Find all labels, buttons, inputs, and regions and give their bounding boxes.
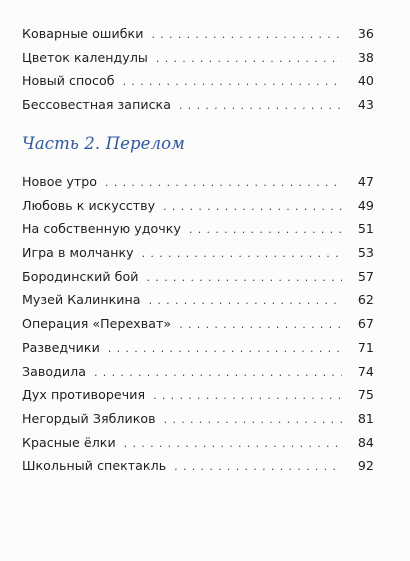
- toc-entry[interactable]: [22, 245, 374, 269]
- toc-entry-page: 40: [357, 73, 374, 89]
- toc-entry[interactable]: [22, 387, 374, 411]
- toc-entry-page: 62: [357, 292, 374, 308]
- toc-entry-title: Музей Калинкина: [22, 292, 141, 308]
- toc-entry-page: 67: [357, 316, 374, 332]
- toc-entry-title: Школьный спектакль: [22, 458, 167, 474]
- toc-list-part-2: [22, 174, 374, 482]
- dot-leader: [164, 413, 342, 426]
- dot-leader: [124, 437, 342, 450]
- toc-entry[interactable]: [22, 411, 374, 435]
- dot-leader: [174, 460, 342, 473]
- toc-entry[interactable]: [22, 364, 374, 388]
- toc-entry-title: Дух противоречия: [22, 387, 146, 403]
- toc-entry-page: 84: [357, 434, 374, 450]
- toc-list-part-1: [22, 26, 374, 121]
- part-heading: Часть 2. Перелом: [22, 134, 185, 153]
- toc-entry[interactable]: [22, 221, 374, 245]
- toc-entry-page: 43: [357, 97, 374, 113]
- toc-entry[interactable]: [22, 435, 374, 459]
- toc-entry-title: Любовь к искусству: [22, 197, 156, 213]
- toc-entry-page: 74: [357, 363, 374, 379]
- dot-leader: [153, 389, 342, 402]
- toc-entry[interactable]: [22, 198, 374, 222]
- dot-leader: [146, 271, 342, 284]
- toc-entry-title: Игра в молчанку: [22, 245, 134, 261]
- toc-entry[interactable]: [22, 50, 374, 74]
- dot-leader: [105, 176, 342, 189]
- toc-entry-page: 75: [357, 387, 374, 403]
- dot-leader: [123, 75, 342, 88]
- toc-entry-title: Операция «Перехват»: [22, 316, 172, 332]
- toc-entry[interactable]: [22, 97, 374, 121]
- toc-entry-page: 71: [357, 339, 374, 355]
- toc-entry-page: 92: [357, 458, 374, 474]
- toc-entry-page: 47: [357, 174, 374, 189]
- toc-entry-title: Заводила: [22, 363, 86, 379]
- toc-entry-title: Красные ёлки: [22, 434, 116, 450]
- toc-entry-page: 53: [357, 245, 374, 261]
- dot-leader: [142, 247, 342, 260]
- toc-entry[interactable]: [22, 26, 374, 50]
- toc-entry-page: 51: [357, 221, 374, 237]
- dot-leader: [156, 52, 342, 65]
- dot-leader: [151, 28, 342, 41]
- toc-entry-title: Новое утро: [22, 174, 98, 189]
- toc-entry-title: На собственную удочку: [22, 221, 181, 237]
- toc-entry-title: Негордый Зябликов: [22, 410, 156, 426]
- toc-entry-title: Бессовестная записка: [22, 97, 171, 113]
- toc-entry-title: Коварные ошибки: [22, 26, 144, 41]
- toc-entry[interactable]: [22, 73, 374, 97]
- toc-entry-page: 49: [357, 197, 374, 213]
- toc-entry-page: 38: [357, 49, 374, 65]
- dot-leader: [189, 223, 342, 236]
- toc-entry-title: Цветок календулы: [22, 49, 148, 65]
- toc-entry[interactable]: [22, 458, 374, 482]
- toc-entry-page: 81: [357, 410, 374, 426]
- toc-entry[interactable]: [22, 292, 374, 316]
- toc-entry[interactable]: [22, 174, 374, 198]
- dot-leader: [94, 366, 342, 379]
- toc-entry[interactable]: [22, 316, 374, 340]
- toc-entry-title: Бородинский бой: [22, 268, 139, 284]
- dot-leader: [163, 200, 342, 213]
- toc-entry[interactable]: [22, 269, 374, 293]
- toc-entry-page: 57: [357, 268, 374, 284]
- dot-leader: [149, 294, 342, 307]
- dot-leader: [108, 342, 342, 355]
- toc-entry-title: Разведчики: [22, 339, 100, 355]
- toc-entry-page: 36: [357, 26, 374, 41]
- dot-leader: [179, 318, 342, 331]
- toc-entry-title: Новый способ: [22, 73, 115, 89]
- toc-entry[interactable]: [22, 340, 374, 364]
- dot-leader: [179, 99, 342, 112]
